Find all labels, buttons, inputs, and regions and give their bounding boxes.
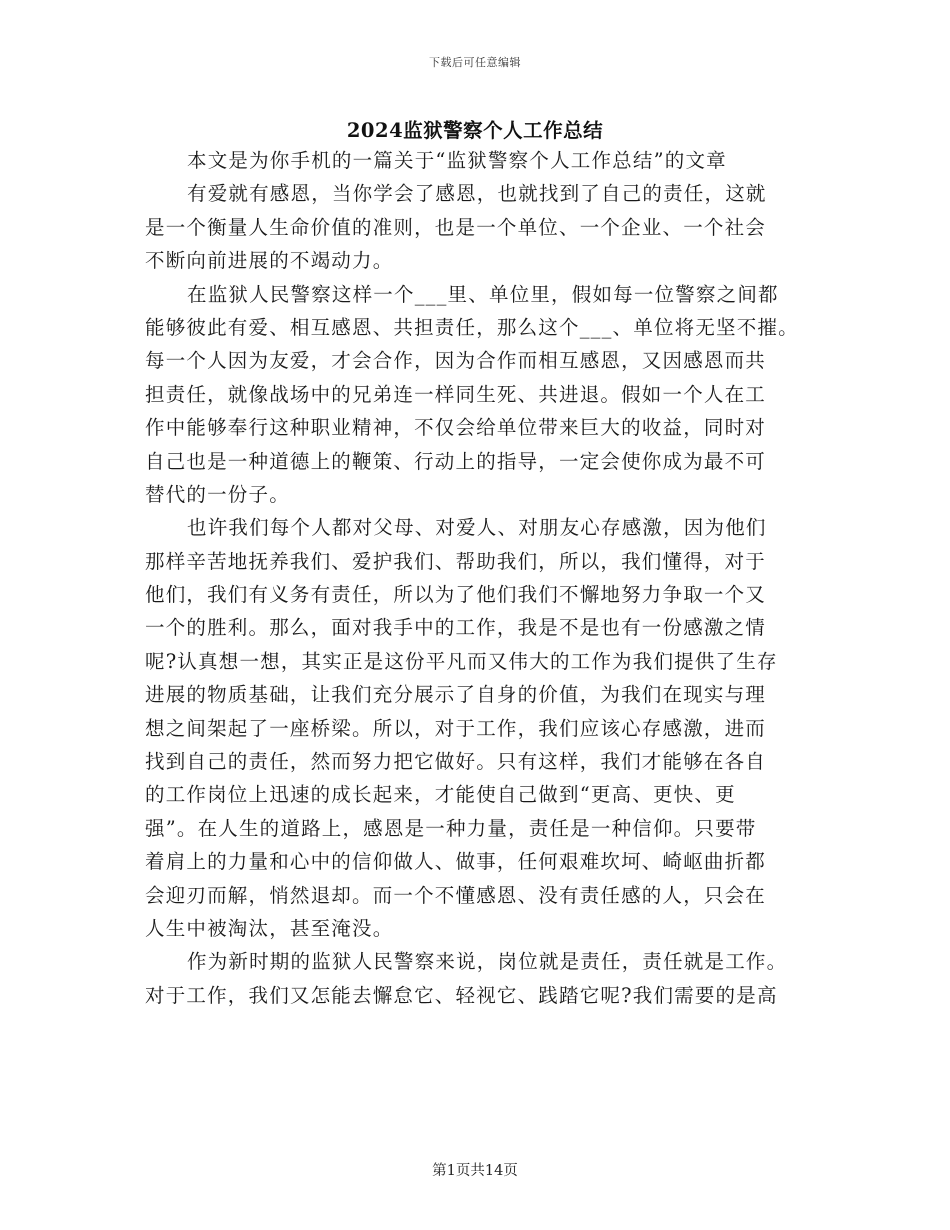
text-line: 进展的物质基础，让我们充分展示了自身的价值，为我们在现实与理 bbox=[145, 683, 767, 707]
text-line: 找到自己的责任，然而努力把它做好。只有这样，我们才能够在各自 bbox=[145, 750, 767, 774]
page-number: 第1页共14页 bbox=[432, 1163, 518, 1179]
text-line: 一个的胜利。那么，面对我手中的工作，我是不是也有一份感激之情 bbox=[145, 616, 767, 640]
text-line: 有爱就有感恩，当你学会了感恩，也就找到了自己的责任，这就 bbox=[187, 182, 767, 206]
text-line: 的工作岗位上迅速的成长起来，才能使自己做到“更高、更快、更 bbox=[145, 783, 736, 807]
text-line: 人生中被淘汰，甚至淹没。 bbox=[145, 916, 394, 940]
text-line: 替代的一份子。 bbox=[145, 482, 290, 506]
text-line: 每一个人因为友爱，才会合作，因为合作而相互感恩，又因感恩而共 bbox=[145, 349, 767, 373]
text-line: 强”。在人生的道路上，感恩是一种力量，责任是一种信仰。只要带 bbox=[145, 816, 757, 840]
text-line: 能够彼此有爱、相互感恩、共担责任，那么这个___、单位将无坚不摧。 bbox=[145, 315, 799, 339]
text-line: 在监狱人民警察这样一个___里、单位里，假如每一位警察之间都 bbox=[187, 282, 779, 306]
header-note: 下载后可任意编辑 bbox=[429, 56, 521, 69]
text-line: 那样辛苦地抚养我们、爱护我们、帮助我们，所以，我们懂得，对于 bbox=[145, 549, 767, 573]
document-title: 2024监狱警察个人工作总结 bbox=[346, 119, 604, 142]
text-line: 是一个衡量人生命价值的准则，也是一个单位、一个企业、一个社会 bbox=[145, 215, 767, 239]
text-line: 呢?认真想一想，其实正是这份平凡而又伟大的工作为我们提供了生存 bbox=[145, 649, 778, 673]
text-line: 不断向前进展的不竭动力。 bbox=[145, 249, 394, 273]
document-body bbox=[145, 144, 825, 1012]
text-line: 担责任，就像战场中的兄弟连一样同生死、共进退。假如一个人在工 bbox=[145, 382, 767, 406]
text-line: 也许我们每个人都对父母、对爱人、对朋友心存感激，因为他们 bbox=[187, 516, 767, 540]
text-line: 着肩上的力量和心中的信仰做人、做事，任何艰难坎坷、崎岖曲折都 bbox=[145, 850, 767, 874]
text-line: 会迎刃而解，悄然退却。而一个不懂感恩、没有责任感的人，只会在 bbox=[145, 883, 767, 907]
text-line: 自己也是一种道德上的鞭策、行动上的指导，一定会使你成为最不可 bbox=[145, 449, 767, 473]
text-line: 他们，我们有义务有责任，所以为了他们我们不懈地努力争取一个又 bbox=[145, 583, 767, 607]
text-line: 本文是为你手机的一篇关于“监狱警察个人工作总结”的文章 bbox=[187, 149, 727, 172]
text-line: 作为新时期的监狱人民警察来说，岗位就是责任，责任就是工作。 bbox=[187, 950, 788, 974]
text-line: 作中能够奉行这种职业精神，不仅会给单位带来巨大的收益，同时对 bbox=[145, 416, 767, 440]
text-line: 对于工作，我们又怎能去懈怠它、轻视它、践踏它呢?我们需要的是高 bbox=[145, 983, 778, 1007]
text-line: 想之间架起了一座桥梁。所以，对于工作，我们应该心存感激，进而 bbox=[145, 716, 767, 740]
